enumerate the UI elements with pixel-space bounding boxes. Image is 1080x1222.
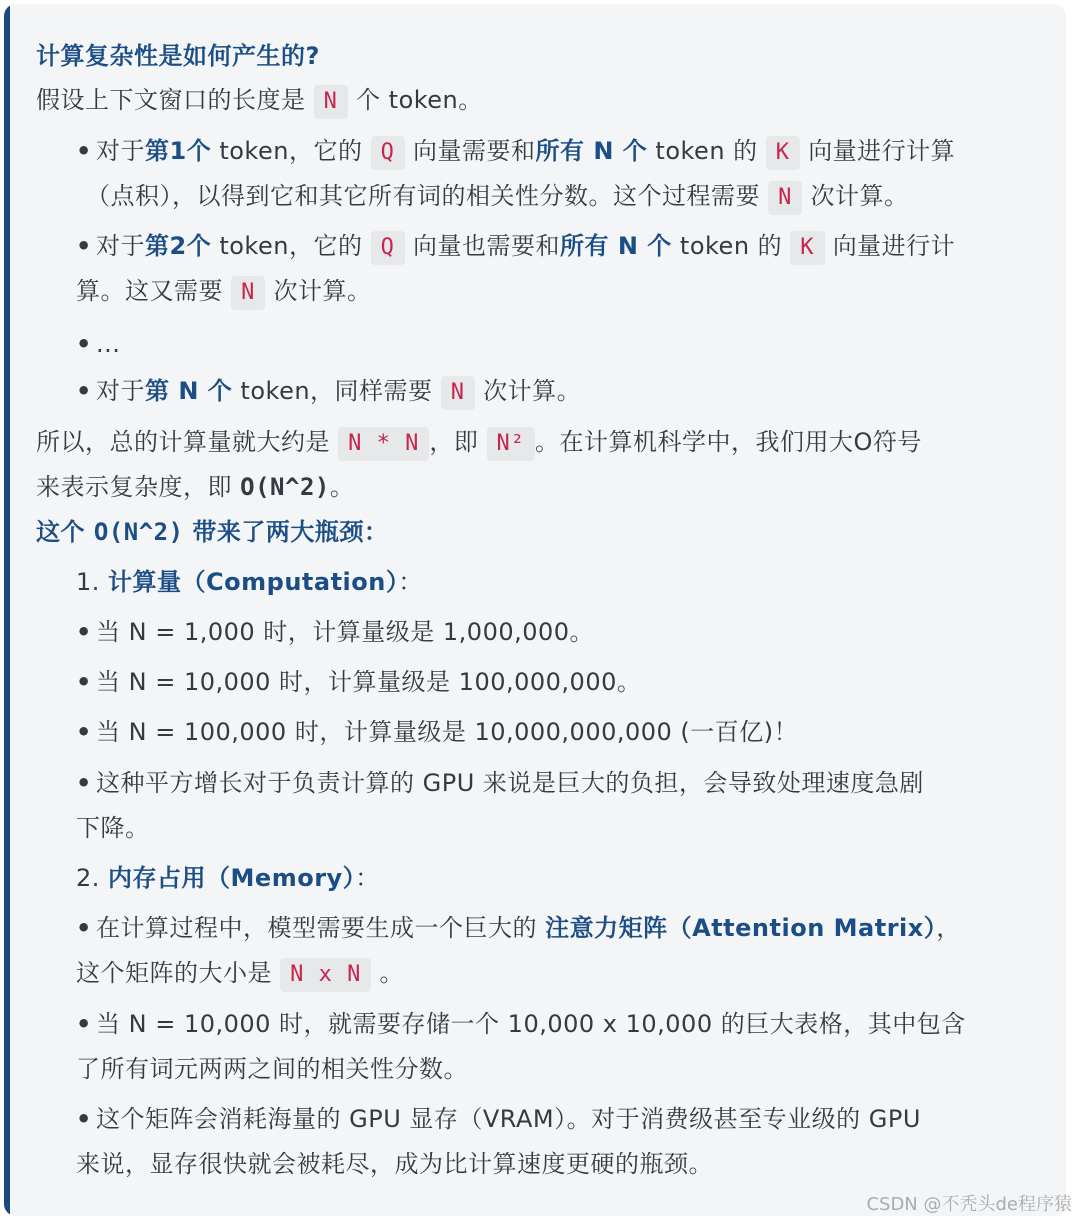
inline-code: N [314, 85, 348, 119]
bullet-icon: • [76, 914, 92, 942]
text: ，即 [429, 428, 479, 456]
inline-code: N [768, 181, 802, 215]
text: 对于 [96, 377, 145, 405]
text: 带来了两大瓶颈： [192, 518, 389, 546]
list-item-continuation: 下降。 [76, 814, 150, 842]
inline-code: K [766, 136, 800, 170]
text: 个 token。 [356, 86, 483, 114]
text: ... [96, 330, 121, 358]
list-item-continuation: 来说，显存很快就会被耗尽，成为比计算速度更硬的瓶颈。 [76, 1150, 713, 1178]
list-item [76, 230, 955, 265]
list-item-continuation [76, 957, 404, 992]
text: token，它的 [211, 232, 363, 260]
bullet-icon: • [76, 668, 92, 696]
inline-code: N² [487, 427, 536, 461]
text: 次计算。 [483, 377, 582, 405]
text: 。 [329, 473, 355, 501]
text: ： [355, 864, 380, 892]
quote-accent-bar [4, 4, 10, 1216]
text: token，同样需要 [232, 377, 433, 405]
list-item-continuation [76, 275, 372, 310]
bold-text: 第2个 [145, 232, 212, 260]
text: 当 N = 100,000 时，计算量级是 10,000,000,000 (一百亿)！ [96, 718, 799, 746]
text: 。在计算机科学中，我们用大O符号 [535, 428, 922, 456]
paragraph-context-length [36, 84, 483, 119]
text: 当 N = 10,000 时，就需要存储一个 10,000 x 10,000 的巨大表格，其中包含 [96, 1010, 966, 1038]
text: 向量需要和 [412, 137, 536, 165]
text: 假设上下文窗口的长度是 [36, 86, 306, 114]
list-item [76, 912, 961, 944]
list-item [76, 1008, 966, 1040]
bullet-icon: • [76, 330, 92, 358]
numbered-item-memory [76, 862, 380, 894]
text: 次计算。 [273, 277, 372, 305]
list-item [76, 135, 955, 170]
text: ： [398, 568, 423, 596]
text: 在计算过程中，模型需要生成一个巨大的 [96, 914, 537, 942]
csdn-watermark: CSDN @不秃头de程序猿 [866, 1194, 1072, 1215]
text: 当 N = 10,000 时，计算量级是 100,000,000。 [96, 668, 642, 696]
bold-text: 注意力矩阵（Attention Matrix） [545, 914, 937, 942]
text: token，它的 [211, 137, 363, 165]
bullet-icon: • [76, 232, 92, 260]
text: 向量进行计 [832, 232, 956, 260]
list-number: 2. [76, 864, 100, 892]
bullet-icon: • [76, 718, 92, 746]
bold-text: 所有 N 个 [559, 232, 672, 260]
text: 对于 [96, 232, 145, 260]
paragraph-summary-continuation [36, 471, 354, 503]
section-heading-complexity: 计算复杂性是如何产生的? [36, 42, 320, 70]
list-item-ellipsis [76, 328, 120, 360]
bold-code-text: O(N^2) [240, 473, 330, 501]
inline-code: N [441, 376, 475, 410]
text: 向量进行计算 [808, 137, 956, 165]
inline-code: K [790, 231, 824, 265]
text: 当 N = 1,000 时，计算量级是 1,000,000。 [96, 618, 595, 646]
text: 这个矩阵会消耗海量的 GPU 显存（VRAM）。对于消费级甚至专业级的 GPU [96, 1105, 921, 1133]
bullet-icon: • [76, 137, 92, 165]
bold-text: 内存占用（Memory） [108, 864, 356, 892]
text: 次计算。 [810, 182, 909, 210]
list-item [76, 616, 594, 648]
list-number: 1. [76, 568, 100, 596]
text: （点积），以得到它和其它所有词的相关性分数。这个过程需要 [86, 182, 760, 210]
bullet-icon: • [76, 618, 92, 646]
text: 。 [379, 959, 405, 987]
bold-text: 第 N 个 [145, 377, 233, 405]
numbered-item-computation [76, 566, 423, 598]
list-item [76, 716, 798, 748]
text: 所以，总的计算量就大约是 [36, 428, 330, 456]
inline-code: N [231, 276, 265, 310]
bullet-icon: • [76, 1010, 92, 1038]
text: 来表示复杂度，即 [36, 473, 232, 501]
text: 这种平方增长对于负责计算的 GPU 来说是巨大的负担，会导致处理速度急剧 [96, 769, 924, 797]
section-heading-bottlenecks [36, 516, 388, 548]
bold-text: 所有 N 个 [535, 137, 648, 165]
text: ， [936, 914, 961, 942]
quote-card [4, 4, 1066, 1216]
text: token 的 [671, 232, 783, 260]
paragraph-summary [36, 426, 922, 461]
text: 这个矩阵的大小是 [76, 959, 272, 987]
inline-code: N x N [280, 958, 371, 992]
list-item [76, 666, 641, 698]
list-item-continuation: 了所有词元两两之间的相关性分数。 [76, 1055, 468, 1083]
inline-code: Q [371, 231, 405, 265]
text: token 的 [647, 137, 758, 165]
list-item-continuation [86, 180, 909, 215]
bold-code-text: O(N^2) [93, 518, 184, 546]
text: 向量也需要和 [412, 232, 560, 260]
list-item [76, 375, 581, 410]
bullet-icon: • [76, 1105, 92, 1133]
text: 这个 [36, 518, 85, 546]
list-item [76, 1103, 921, 1135]
inline-code: N * N [338, 427, 429, 461]
text: 算。这又需要 [76, 277, 223, 305]
list-item [76, 767, 924, 799]
bold-text: 计算量（Computation） [108, 568, 399, 596]
bullet-icon: • [76, 769, 92, 797]
bullet-icon: • [76, 377, 92, 405]
text: 对于 [96, 137, 145, 165]
inline-code: Q [371, 136, 405, 170]
bold-text: 第1个 [145, 137, 212, 165]
